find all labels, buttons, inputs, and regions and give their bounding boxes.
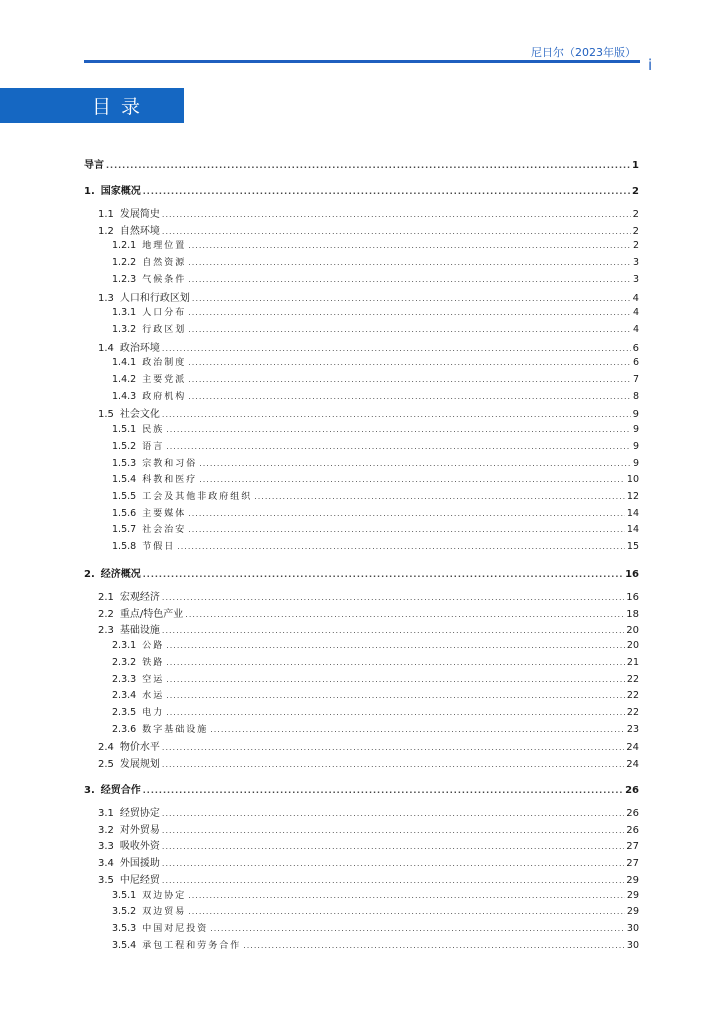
toc-entry[interactable] <box>84 655 639 669</box>
toc-entry-page: 2 <box>632 209 639 220</box>
toc-entry[interactable] <box>84 565 639 579</box>
toc-leader-dots <box>162 826 624 835</box>
toc-leader-dots <box>188 241 631 250</box>
toc-entry[interactable] <box>84 389 639 403</box>
toc-entry-label: 地理位置 <box>142 241 187 252</box>
toc-entry-label: 主要党派 <box>142 375 187 385</box>
toc-entry-number: 2.3.3 <box>112 673 137 685</box>
toc-leader-dots <box>188 525 625 534</box>
toc-entry-number: 2.1 <box>98 592 114 603</box>
toc-entry-number: 1.5.5 <box>112 490 137 502</box>
toc-entry-page: 16 <box>626 592 639 603</box>
toc-entry-page: 4 <box>632 323 639 335</box>
toc-entry-number: 1.4.2 <box>112 374 137 385</box>
toc-entry-label: 对外贸易 <box>119 824 160 836</box>
toc-entry[interactable] <box>84 182 639 196</box>
toc-entry-label: 社会文化 <box>119 409 160 421</box>
toc-entry-label: 民族 <box>142 425 165 436</box>
toc-entry-number: 3.5.1 <box>112 889 137 901</box>
toc-entry-label: 重点/特色产业 <box>119 608 184 620</box>
toc-entry-label: 双边贸易 <box>142 907 187 918</box>
toc-entry[interactable] <box>84 372 639 386</box>
toc-entry-number: 2.3.6 <box>112 723 137 735</box>
toc-entry-label: 电力 <box>142 707 165 718</box>
toc-entry-number: 1. <box>84 186 95 197</box>
toc-entry-number: 1.1 <box>98 209 114 220</box>
toc-leader-dots <box>162 626 624 635</box>
toc-entry-page: 9 <box>632 440 639 452</box>
toc-entry[interactable] <box>84 605 639 619</box>
toc-entry-page: 16 <box>625 569 639 580</box>
toc-leader-dots <box>162 743 624 752</box>
toc-entry-number: 3.2 <box>98 824 114 836</box>
toc-leader-dots <box>162 344 631 353</box>
header-title: 尼日尔（2023年版） <box>531 46 636 59</box>
toc-entry[interactable] <box>84 638 639 652</box>
toc-entry-label: 人口分布 <box>142 308 187 319</box>
toc-entry-label: 经贸合作 <box>100 785 141 796</box>
toc-entry-label: 基础设施 <box>119 625 160 637</box>
toc-entry-number: 1.5.1 <box>112 424 137 436</box>
toc-entry[interactable] <box>84 322 639 336</box>
toc-entry-number: 1.3.1 <box>112 307 137 319</box>
toc-entry-number: 1.2 <box>98 225 114 237</box>
toc-entry-number: 1.3 <box>98 292 114 304</box>
toc-entry[interactable] <box>84 355 639 369</box>
toc-leader-dots <box>162 760 624 769</box>
toc-leader-dots <box>166 425 631 434</box>
toc-entry-page: 27 <box>626 841 639 853</box>
toc-entry-number: 2.3.4 <box>112 690 137 702</box>
toc-leader-dots <box>143 187 630 196</box>
toc-entry-label: 发展规划 <box>119 759 160 770</box>
toc-leader-dots <box>162 410 631 419</box>
toc-leader-dots <box>188 308 631 317</box>
toc-entry[interactable] <box>84 588 639 602</box>
toc-entry-number: 2.5 <box>98 759 114 770</box>
toc-leader-dots <box>243 941 625 950</box>
toc-entry-number: 2.3.1 <box>112 640 137 652</box>
toc-entry-number: 3.4 <box>98 858 114 870</box>
toc-entry[interactable] <box>84 738 639 752</box>
toc-entry-page: 22 <box>626 690 639 702</box>
toc-entry-label: 语言 <box>142 441 165 452</box>
toc-entry[interactable] <box>84 688 639 702</box>
toc-entry-page: 29 <box>626 889 639 901</box>
page-number: i <box>648 56 653 74</box>
toc-entry[interactable] <box>84 522 639 536</box>
toc-entry-number: 3.5.3 <box>112 922 137 934</box>
toc-entry-page: 9 <box>632 424 639 436</box>
toc-leader-dots <box>210 725 625 734</box>
toc-entry-label: 物价水平 <box>119 742 160 754</box>
toc-entry[interactable] <box>84 339 639 353</box>
toc-leader-dots <box>192 294 631 303</box>
toc-leader-dots <box>162 859 624 868</box>
toc-entry-number: 2.3.5 <box>112 706 137 718</box>
toc-entry-page: 20 <box>626 640 639 652</box>
toc-entry-page: 23 <box>626 723 639 735</box>
toc-leader-dots <box>162 227 631 236</box>
toc-entry[interactable] <box>84 904 639 918</box>
toc-leader-dots <box>166 708 625 717</box>
toc-leader-dots <box>188 891 625 900</box>
toc-leader-dots <box>162 876 624 885</box>
toc-entry-page: 6 <box>632 342 639 354</box>
toc-entry-page: 2 <box>632 240 639 252</box>
toc-entry-number: 1.2.1 <box>112 240 137 252</box>
toc-entry-page: 9 <box>632 457 639 469</box>
toc-entry-page: 20 <box>626 625 639 637</box>
toc-entry-page: 3 <box>632 257 639 269</box>
toc-entry-label: 科教和医疗 <box>142 475 198 486</box>
toc-entry-label: 工会及其他非政府组织 <box>142 491 253 502</box>
toc-entry-number: 1.5.3 <box>112 457 137 469</box>
toc-leader-dots <box>166 658 625 667</box>
toc-entry-number: 1.5.4 <box>112 474 137 486</box>
toc-entry[interactable] <box>84 539 639 553</box>
toc-entry[interactable] <box>84 705 639 719</box>
toc-entry-page: 7 <box>632 374 639 385</box>
toc-leader-dots <box>106 161 630 170</box>
toc-entry-number: 1.5.8 <box>112 541 137 552</box>
toc-entry-page: 15 <box>626 541 639 552</box>
toc-entry-page: 2 <box>632 225 639 237</box>
toc-leader-dots <box>188 258 631 267</box>
toc-entry-number: 1.2.3 <box>112 273 137 285</box>
toc-leader-dots <box>143 570 623 579</box>
toc-entry-number: 1.5.2 <box>112 440 137 452</box>
toc-entry-label: 外国援助 <box>119 858 160 870</box>
toc-entry[interactable] <box>84 781 639 795</box>
toc-leader-dots <box>162 210 631 219</box>
toc-leader-dots <box>162 593 624 602</box>
toc-entry-number: 1.4.3 <box>112 390 137 402</box>
toc-entry-label: 经济概况 <box>100 569 141 580</box>
toc-entry-label: 宗教和习俗 <box>142 458 198 469</box>
toc-entry-number: 2.3.2 <box>112 656 137 668</box>
toc-entry-label: 节假日 <box>142 542 176 552</box>
toc-entry[interactable] <box>84 837 639 851</box>
toc-entry-label: 行政区划 <box>142 324 187 335</box>
toc-leader-dots <box>177 542 625 551</box>
toc-entry[interactable] <box>84 921 639 935</box>
toc-entry-number: 2. <box>84 569 95 580</box>
toc-entry-label: 承包工程和劳务合作 <box>142 940 242 951</box>
toc-entry[interactable] <box>84 489 639 503</box>
toc-entry[interactable] <box>84 804 639 818</box>
toc-leader-dots <box>162 809 624 818</box>
toc-entry[interactable] <box>84 289 639 303</box>
toc-entry[interactable] <box>84 255 639 269</box>
toc-entry-label: 自然环境 <box>119 225 160 237</box>
toc-entry-label: 公路 <box>142 641 165 652</box>
toc-leader-dots <box>166 675 625 684</box>
toc-entry-page: 14 <box>626 524 639 536</box>
toc-entry-number: 1.5.7 <box>112 524 137 536</box>
toc-entry-label: 水运 <box>142 691 165 702</box>
toc-entry-page: 22 <box>626 706 639 718</box>
toc-entry-page: 6 <box>632 357 639 369</box>
toc-entry-page: 4 <box>632 307 639 319</box>
toc-entry-page: 12 <box>626 490 639 502</box>
toc-entry-number: 3.5.2 <box>112 906 137 918</box>
toc-entry-label: 铁路 <box>142 657 165 668</box>
toc-entry-page: 4 <box>632 292 639 304</box>
toc-entry-page: 27 <box>626 858 639 870</box>
toc-leader-dots <box>199 459 631 468</box>
toc-entry[interactable] <box>84 272 639 286</box>
toc-entry[interactable] <box>84 854 639 868</box>
toc-entry-page: 24 <box>626 742 639 754</box>
toc-entry-number: 3.3 <box>98 841 114 853</box>
toc-entry-page: 22 <box>626 673 639 685</box>
toc-entry-number: 3.5.4 <box>112 939 137 951</box>
toc-entry[interactable] <box>84 938 639 952</box>
toc-entry[interactable] <box>84 722 639 736</box>
toc-entry-label: 双边协定 <box>142 890 187 901</box>
toc-entry[interactable] <box>84 205 639 219</box>
toc-entry-label: 中尼经贸 <box>119 874 160 886</box>
toc-leader-dots <box>188 392 631 401</box>
toc-entry-label: 中国对尼投资 <box>142 923 209 934</box>
toc-leader-dots <box>210 924 625 933</box>
toc-entry[interactable] <box>84 405 639 419</box>
toc-entry[interactable] <box>84 871 639 885</box>
toc-entry-label: 社会治安 <box>142 525 187 536</box>
toc-leader-dots <box>166 442 631 451</box>
toc-entry-number: 1.5.6 <box>112 507 137 519</box>
toc-entry[interactable] <box>84 672 639 686</box>
toc-leader-dots <box>188 375 631 384</box>
toc-leader-dots <box>188 325 631 334</box>
toc-entry[interactable] <box>84 238 639 252</box>
toc-entry-label: 发展简史 <box>119 209 160 220</box>
toc-entry-label: 吸收外资 <box>119 841 160 853</box>
toc-entry-page: 1 <box>632 160 639 171</box>
toc-entry-number: 1.4 <box>98 342 114 354</box>
toc-entry-page: 29 <box>626 906 639 918</box>
toc-entry-page: 21 <box>626 656 639 668</box>
toc-entry-page: 24 <box>626 759 639 770</box>
toc-leader-dots <box>254 492 625 501</box>
toc-entry-label: 人口和行政区划 <box>119 292 190 304</box>
toc-leader-dots <box>199 475 625 484</box>
toc-entry[interactable] <box>84 888 639 902</box>
toc-leader-dots <box>166 691 625 700</box>
toc-entry-label: 宏观经济 <box>119 592 160 603</box>
toc-entry-label: 政府机构 <box>142 391 187 402</box>
toc-leader-dots <box>185 610 624 619</box>
toc-entry-label: 国家概况 <box>100 186 141 197</box>
toc-entry-number: 1.2.2 <box>112 257 137 269</box>
toc-title: 目录 <box>0 88 184 123</box>
toc-leader-dots <box>166 641 625 650</box>
toc-entry-page: 18 <box>626 608 639 620</box>
toc-entry-page: 14 <box>626 507 639 519</box>
toc-entry-label: 气候条件 <box>142 274 187 285</box>
toc-leader-dots <box>143 786 623 795</box>
toc-entry[interactable] <box>84 821 639 835</box>
toc-entry-number: 2.4 <box>98 742 114 754</box>
toc-leader-dots <box>188 358 631 367</box>
toc-entry-number: 3.1 <box>98 808 114 819</box>
toc-entry-page: 26 <box>626 808 639 819</box>
toc-entry-page: 29 <box>626 874 639 886</box>
toc-entry-label: 空运 <box>142 674 165 685</box>
toc-entry-label: 政治环境 <box>119 342 160 354</box>
toc-leader-dots <box>188 907 625 916</box>
toc-leader-dots <box>162 842 624 851</box>
toc-entry-number: 2.2 <box>98 608 114 620</box>
toc-entry[interactable] <box>84 755 639 769</box>
toc-entry-page: 3 <box>632 273 639 285</box>
toc-entry[interactable] <box>84 156 639 170</box>
toc-entry[interactable] <box>84 305 639 319</box>
toc-entry-label: 自然资源 <box>142 258 187 269</box>
toc-entry-page: 10 <box>626 474 639 486</box>
toc-entry-label: 数字基础设施 <box>142 724 209 735</box>
toc-entry[interactable] <box>84 456 639 470</box>
toc-entry[interactable] <box>84 472 639 486</box>
toc-entry[interactable] <box>84 506 639 520</box>
toc-entry-label: 政治制度 <box>142 358 187 369</box>
toc-entry[interactable] <box>84 222 639 236</box>
toc-entry-number: 1.4.1 <box>112 357 137 369</box>
toc-entry-page: 30 <box>626 939 639 951</box>
toc-entry-page: 2 <box>632 186 639 197</box>
toc-entry-label: 经贸协定 <box>119 808 160 819</box>
header-rule <box>84 60 640 63</box>
toc-entry-page: 26 <box>625 785 639 796</box>
toc-entry-number: 2.3 <box>98 625 114 637</box>
toc-entry-page: 8 <box>632 390 639 402</box>
toc-entry[interactable] <box>84 422 639 436</box>
toc-entry-number: 3. <box>84 785 95 796</box>
toc-entry-number: 3.5 <box>98 874 114 886</box>
toc-entry[interactable] <box>84 439 639 453</box>
toc-entry[interactable] <box>84 621 639 635</box>
toc-entry-label: 主要媒体 <box>142 508 187 519</box>
toc-entry-label: 导言 <box>84 160 104 171</box>
toc-entry-page: 9 <box>632 409 639 421</box>
toc-entry-page: 30 <box>626 922 639 934</box>
toc-entry-number: 1.5 <box>98 409 114 421</box>
toc-leader-dots <box>188 275 631 284</box>
toc-entry-number: 1.3.2 <box>112 323 137 335</box>
toc-leader-dots <box>188 509 625 518</box>
toc-entry-page: 26 <box>626 824 639 836</box>
